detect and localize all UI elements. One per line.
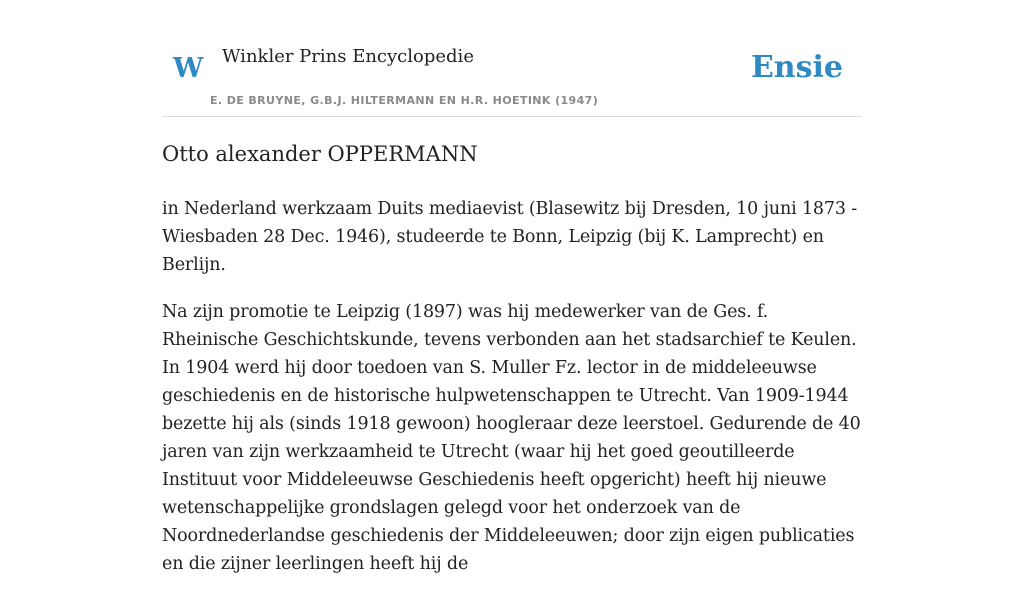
article-paragraph: Na zijn promotie te Leipzig (1897) was hij medewerker van de Ges. f. Rheinische Geschichtskunde, tevens verbonden aan het stadsarchief te Keulen. In 1904 werd hij door toedoen van S. Muller Fz. lector in de middeleeuwse geschiedenis en de historische hulpwetenschappen te Utrecht. Van 1909-1944 bezette hij als (sinds 1918 gewoon) hoogleraar deze leerstoel. Gedurende de 40 jaren van zijn werkzaamheid te Utrecht (waar hij het goed geoutilleerde Instituut voor Middeleeuwse Geschiedenis heeft opgericht) heeft hij nieuwe wetenschappelijke grondslagen gelegd voor het onderzoek van de Noordnederlandse geschiedenis der Middeleeuwen; door zijn eigen publicaties en die zijner leerlingen heeft hij de <box>162 302 861 574</box>
authors-line: E. DE BRUYNE, G.B.J. HILTERMANN EN H.R. HOETINK (1947) <box>210 94 599 107</box>
article-title: Otto alexander OPPERMANN <box>162 142 478 166</box>
article-content <box>162 139 862 597</box>
site-header <box>162 0 862 117</box>
brand-logo[interactable]: Ensie <box>750 50 843 85</box>
site-title[interactable]: Winkler Prins Encyclopedie <box>222 46 474 67</box>
site-logo[interactable]: W <box>173 53 204 84</box>
article-paragraph: in Nederland werkzaam Duits mediaevist (Blasewitz bij Dresden, 10 juni 1873 - Wiesbaden 28 Dec. 1946), studeerde te Bonn, Leipzig (bij K. Lamprecht) en Berlijn. <box>162 199 858 275</box>
